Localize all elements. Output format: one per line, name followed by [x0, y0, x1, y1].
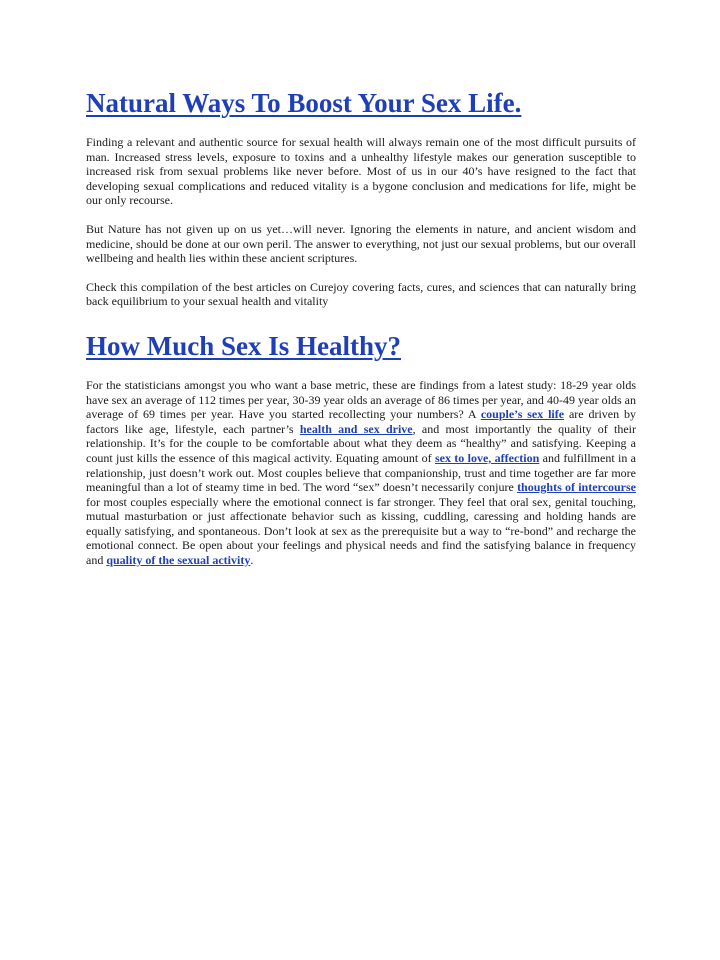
paragraph-intro: Finding a relevant and authentic source for sexual health will always remain one of the most difficult pursuits of man. Increased stress levels, exposure to toxins and a unhealthy lifestyle makes our generation susceptible to increased risk from sexual problems like never before. Most of us in our 40’s have resigned to the fact that developing sexual complications and reduced vitality is a bygone conclusion and medications for life, might be our only recourse.	[86, 135, 636, 208]
text-segment: for most couples especially where the emotional connect is far stronger. They feel that oral sex, genital touching, mutual masturbation or just affectionate behavior such as kissing, cuddling, caressing and holding hands are equally satisfying, and spontaneous. Don’t look at sex as the prerequisite but a way to “re-bond” and recharge the emotional connect. Be open about your feelings and physical needs and find the satisfying balance in frequency and	[86, 494, 636, 568]
link-quality-of-sexual-activity[interactable]: quality of the sexual activity	[106, 553, 251, 568]
link-thoughts-of-intercourse[interactable]: thoughts of intercourse	[517, 480, 636, 495]
link-couples-sex-life[interactable]: couple’s sex life	[480, 407, 565, 422]
paragraph-compilation: Check this compilation of the best articles on Curejoy covering facts, cures, and sciences that can naturally bring back equilibrium to your sexual health and vitality	[86, 279, 636, 309]
link-health-and-sex-drive[interactable]: health and sex drive	[299, 421, 413, 436]
document-page	[86, 86, 636, 582]
paragraph-statistics	[86, 378, 636, 568]
text-segment: and fulfillment in a relationship, just doesn’t work out. Most couples believe that companionship, trust and time together are far more meaningful than a lot of steamy time in bed. The word “sex” doesn’t necessarily conjure	[86, 450, 637, 495]
text-segment: are driven by factors like age, lifestyle, each partner’s	[86, 407, 636, 436]
heading-natural-ways: Natural Ways To Boost Your Sex Life.	[86, 88, 522, 118]
text-segment: .	[250, 553, 254, 568]
paragraph-nature: But Nature has not given up on us yet…will never. Ignoring the elements in nature, and ancient wisdom and medicine, should be done at our own peril. The answer to everything, not just our sexual problems, but our overall wellbeing and health lies within these ancient scriptures.	[86, 221, 636, 266]
text-segment: For the statisticians amongst you who want a base metric, these are findings from a latest study: 18-29 year olds have sex an average of 112 times per year, 30-39 year olds an average of 86 times per year, and 40-49 year olds an average of 69 times per year. Have you started recollecting your numbers? A	[86, 377, 636, 422]
heading-how-much-sex: How Much Sex Is Healthy?	[86, 330, 402, 361]
text-segment: , and most importantly the quality of their relationship. It’s for the couple to be comfortable about what they deem as “healthy” and satisfying. Keeping a count just kills the essence of this magical activity. Equating amount of	[86, 421, 636, 465]
link-sex-to-love-affection[interactable]: sex to love, affection	[434, 450, 540, 465]
